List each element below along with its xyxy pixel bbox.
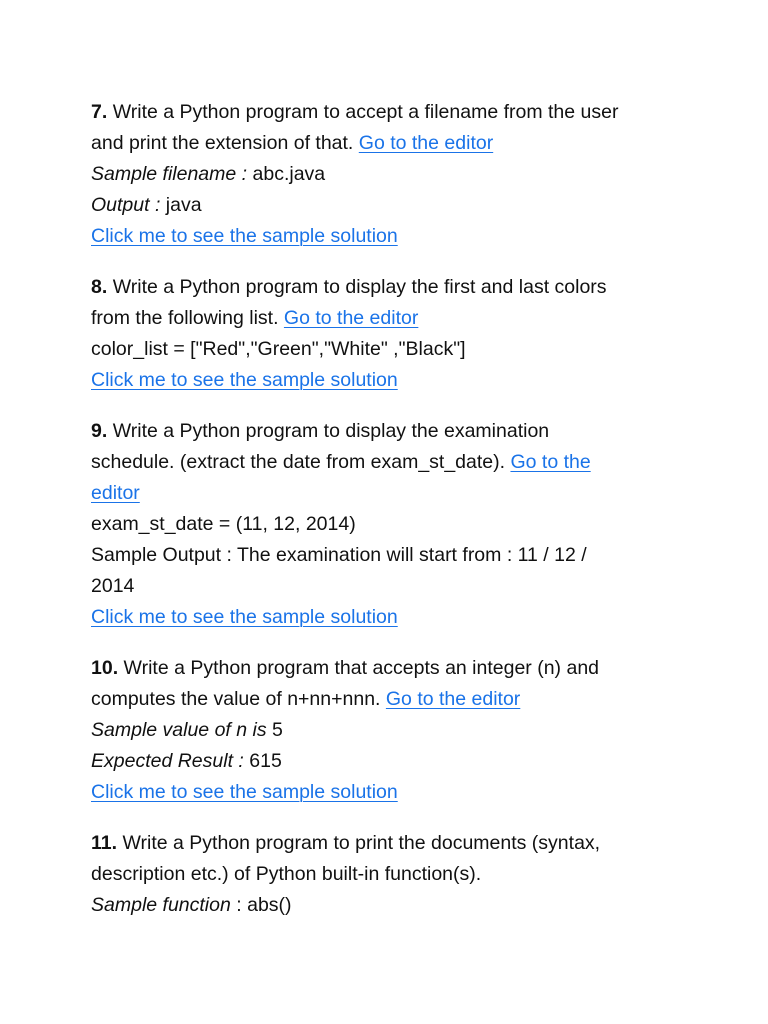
sample-solution-link[interactable]: Click me to see the sample solution: [91, 225, 398, 247]
detail-value: : abs(): [236, 894, 292, 916]
go-to-editor-link[interactable]: Go to the: [510, 451, 591, 473]
detail-label: Output :: [91, 194, 161, 216]
exercise-text: schedule. (extract the date from exam_st_date).: [91, 451, 506, 473]
go-to-editor-link[interactable]: editor: [91, 482, 140, 504]
exercise-9: [91, 416, 671, 633]
exercise-number: 10.: [91, 657, 119, 679]
detail-line: Sample Output : The examination will start from : 11 / 12 /: [91, 544, 587, 566]
exercise-text: Write a Python program to display the first and last colors: [112, 276, 607, 298]
exercise-line: [91, 272, 671, 303]
exercise-line: [91, 97, 671, 128]
go-to-editor-link[interactable]: Go to the editor: [283, 307, 419, 329]
detail-line: [91, 190, 671, 221]
detail-line: [91, 159, 671, 190]
detail-line: [91, 890, 671, 921]
exercise-text: Write a Python program to display the examination: [112, 420, 550, 442]
document-page: [91, 97, 671, 941]
exercise-number: 9.: [91, 420, 108, 442]
detail-line: [91, 715, 671, 746]
sample-solution-link[interactable]: Click me to see the sample solution: [91, 781, 398, 803]
detail-line: [91, 746, 671, 777]
exercise-line: [91, 684, 671, 715]
detail-label: Sample value of n is: [91, 719, 267, 741]
detail-line: 2014: [91, 575, 135, 597]
exercise-line: [91, 859, 671, 890]
exercise-text: Write a Python program that accepts an integer (n) and: [123, 657, 600, 679]
detail-label: Sample filename :: [91, 163, 248, 185]
exercise-text: Write a Python program to accept a filename from the user: [112, 101, 619, 123]
detail-label: Sample function: [91, 894, 231, 916]
exercise-line: [91, 303, 671, 334]
solution-line: [91, 365, 671, 396]
detail-label: Expected Result :: [91, 750, 244, 772]
sample-solution-link[interactable]: Click me to see the sample solution: [91, 606, 398, 628]
detail-value: java: [165, 194, 202, 216]
exercise-10: [91, 653, 671, 808]
exercise-text: and print the extension of that.: [91, 132, 354, 154]
exercise-line: [91, 653, 671, 684]
detail-value: 5: [272, 719, 283, 741]
sample-solution-link[interactable]: Click me to see the sample solution: [91, 369, 398, 391]
exercise-text: from the following list.: [91, 307, 279, 329]
detail-line: exam_st_date = (11, 12, 2014): [91, 513, 356, 535]
exercise-line: [91, 416, 671, 447]
detail-line: color_list = ["Red","Green","White" ,"Black"]: [91, 338, 466, 360]
exercise-7: [91, 97, 671, 252]
exercise-line: [91, 128, 671, 159]
exercise-line: [91, 447, 671, 478]
detail-value: abc.java: [252, 163, 326, 185]
exercise-text: description etc.) of Python built-in function(s).: [91, 863, 482, 885]
exercise-line: [91, 478, 671, 509]
exercise-text: Write a Python program to print the documents (syntax,: [122, 832, 601, 854]
solution-line: [91, 602, 671, 633]
go-to-editor-link[interactable]: Go to the editor: [358, 132, 494, 154]
exercise-8: [91, 272, 671, 396]
exercise-number: 7.: [91, 101, 108, 123]
detail-value: 615: [249, 750, 282, 772]
exercise-number: 8.: [91, 276, 108, 298]
exercise-number: 11.: [91, 832, 118, 854]
exercise-line: [91, 828, 671, 859]
go-to-editor-link[interactable]: Go to the editor: [385, 688, 521, 710]
solution-line: [91, 221, 671, 252]
exercise-text: computes the value of n+nn+nnn.: [91, 688, 381, 710]
solution-line: [91, 777, 671, 808]
exercise-11: [91, 828, 671, 921]
